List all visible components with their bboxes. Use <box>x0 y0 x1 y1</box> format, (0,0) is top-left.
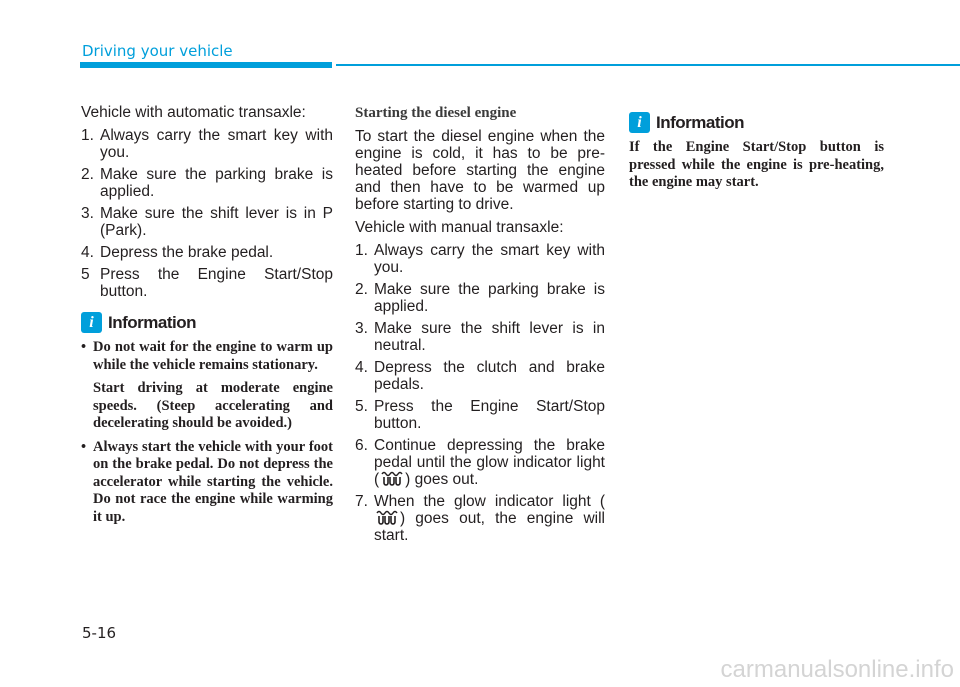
header-rule-thick <box>80 62 332 68</box>
information-title: Information <box>108 313 196 332</box>
list-item: 1. Always carry the smart key with you. <box>81 127 333 161</box>
column-middle <box>355 104 605 549</box>
auto-transaxle-label: Vehicle with automatic transaxle: <box>81 104 306 121</box>
list-item: 3. Make sure the shift lever is in P (Park). <box>81 205 333 239</box>
diesel-heading: Starting the diesel engine <box>355 105 517 121</box>
list-item: 5 Press the Engine Start/Stop button. <box>81 266 333 300</box>
information-header <box>629 112 884 133</box>
list-item: 1. Always carry the smart key with you. <box>355 242 605 276</box>
information-text: If the Engine Start/Stop button is pressed while the engine is pre-heating, the engine may start. <box>629 139 884 190</box>
header-rule-thin <box>336 64 960 66</box>
list-item: 7. When the glow indicator light () goes out, the engine will start. <box>355 493 605 544</box>
page-number: 5-16 <box>82 624 117 642</box>
auto-steps-list <box>81 127 333 300</box>
list-item: 6. Continue depressing the brake pedal until the glow indicator light ( ) goes out. <box>355 437 605 488</box>
bullet-mark: • <box>81 438 87 455</box>
column-left <box>81 104 333 532</box>
list-item: • Do not wait for the engine to warm up while the vehicle remains stationary. Start driving at moderate engine speeds. (Steep accelerating and decelerating should be avoided.) <box>81 339 333 431</box>
glow-indicator-icon <box>374 510 400 526</box>
diesel-intro: To start the diesel engine when the engine is cold, it has to be pre-heated before starting the engine and then have to be warmed up before starting to drive. <box>355 128 605 213</box>
bullet-mark: • <box>81 339 87 355</box>
list-item: 4. Depress the clutch and brake pedals. <box>355 359 605 393</box>
column-right <box>629 112 884 192</box>
list-item: • Always start the vehicle with your foot on the brake pedal. Do not depress the accelerator while starting the vehicle. Do not race the engine while warming it up. <box>81 438 333 525</box>
information-title: Information <box>656 113 744 132</box>
list-item: 3. Make sure the shift lever is in neutral. <box>355 320 605 354</box>
list-item: 5. Press the Engine Start/Stop button. <box>355 398 605 432</box>
info-icon: i <box>81 312 102 333</box>
information-header <box>81 312 333 333</box>
watermark-text: carmanualsonline.info <box>720 656 954 683</box>
list-item: 2. Make sure the parking brake is applied. <box>81 166 333 200</box>
manual-steps-list <box>355 242 605 544</box>
section-title: Driving your vehicle <box>82 42 233 60</box>
info-icon: i <box>629 112 650 133</box>
glow-indicator-icon <box>379 471 405 487</box>
information-bullets <box>81 339 333 526</box>
list-item: 4. Depress the brake pedal. <box>81 244 274 261</box>
list-item: 2. Make sure the parking brake is applied. <box>355 281 605 315</box>
manual-transaxle-label: Vehicle with manual transaxle: <box>355 219 564 236</box>
